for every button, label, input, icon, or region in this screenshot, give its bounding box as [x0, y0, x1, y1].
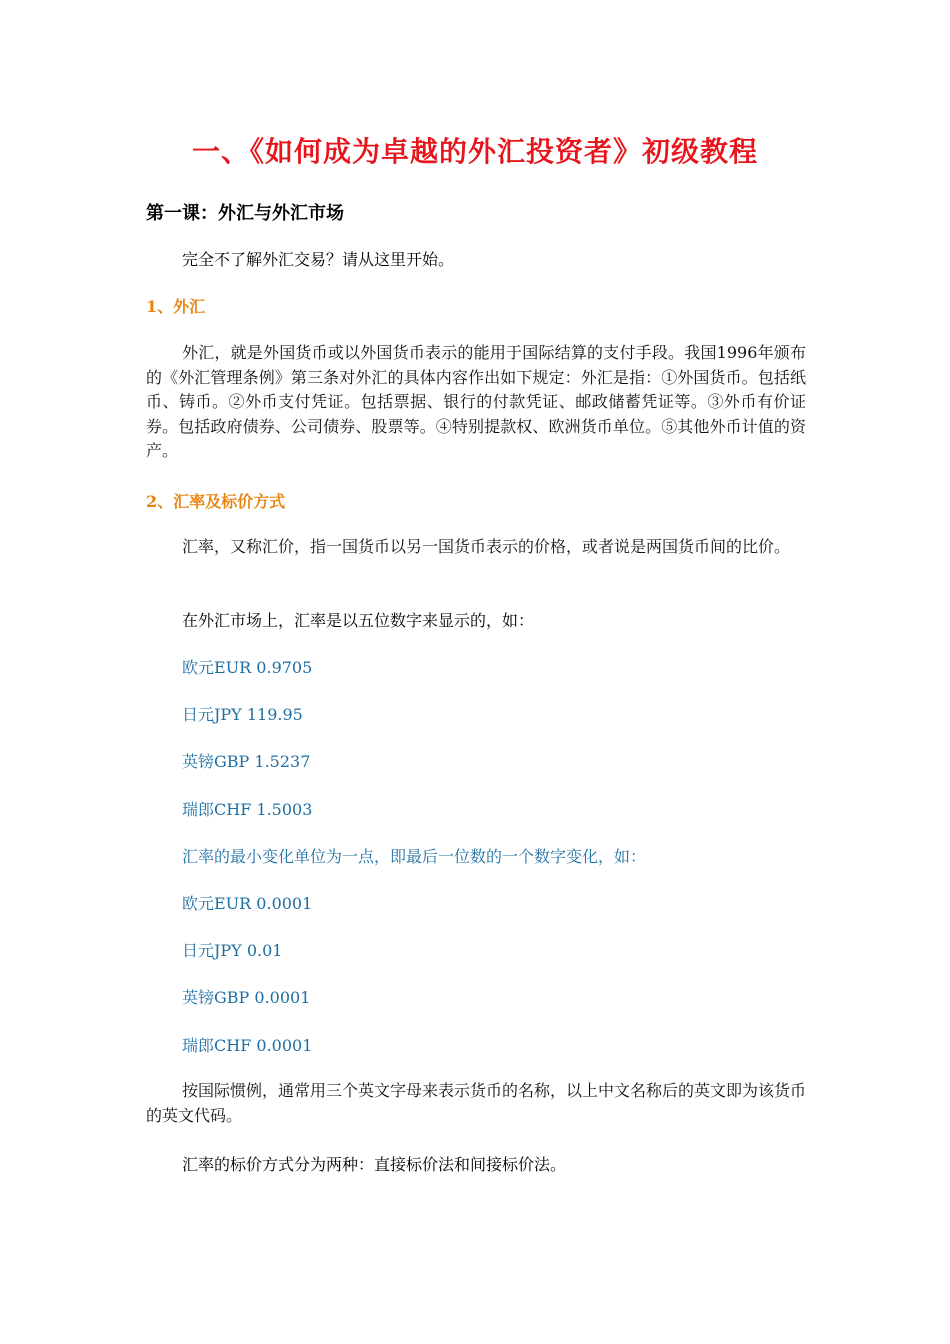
min-unit-chf: 瑞郎CHF 0.0001 — [182, 1036, 313, 1055]
quotation-methods-text: 汇率的标价方式分为两种：直接标价法和间接标价法。 — [182, 1155, 567, 1174]
rate-example-gbp: 英镑GBP 1.5237 — [182, 752, 311, 771]
min-unit-eur: 欧元EUR 0.0001 — [182, 894, 313, 913]
intro-text: 完全不了解外汇交易？请从这里开始。 — [182, 250, 455, 269]
section-heading-exchange-rate: 2、汇率及标价方式 — [146, 492, 286, 511]
rate-example-eur: 欧元EUR 0.9705 — [182, 658, 313, 677]
document-title: 一、《如何成为卓越的外汇投资者》初级教程 — [191, 135, 758, 168]
lesson-heading: 第一课：外汇与外汇市场 — [146, 203, 344, 224]
exchange-rate-definition-paragraph: 汇率，又称汇价，指一国货币以另一国货币表示的价格，或者说是两国货币间的比价。 — [182, 537, 791, 556]
min-unit-gbp: 英镑GBP 0.0001 — [182, 988, 311, 1007]
min-unit-intro: 汇率的最小变化单位为一点，即最后一位数的一个数字变化，如： — [182, 847, 647, 866]
min-unit-jpy: 日元JPY 0.01 — [182, 941, 283, 960]
currency-code-convention-paragraph: 按国际惯例，通常用三个英文字母来表示货币的名称，以上中文名称后的英文即为该货币的英文代码。 — [146, 1081, 807, 1125]
rate-example-jpy: 日元JPY 119.95 — [182, 705, 303, 724]
section-heading-forex: 1、外汇 — [146, 297, 206, 316]
rate-example-chf: 瑞郎CHF 1.5003 — [182, 800, 313, 819]
forex-definition-paragraph: 外汇，就是外国货币或以外国货币表示的能用于国际结算的支付手段。我国1996年颁布的《外汇管理条例》第三条对外汇的具体内容作出如下规定：外汇是指：①外国货币。包括纸币、铸币。②外币支付凭证。包括票据、银行的付款凭证、邮政储蓄凭证等。③外币有价证券。包括政府债券、公司债券、股票等。④特别提款权、欧洲货币单位。⑤其他外币计值的资产。 — [146, 343, 806, 460]
five-digit-intro: 在外汇市场上，汇率是以五位数字来显示的，如： — [182, 611, 535, 630]
